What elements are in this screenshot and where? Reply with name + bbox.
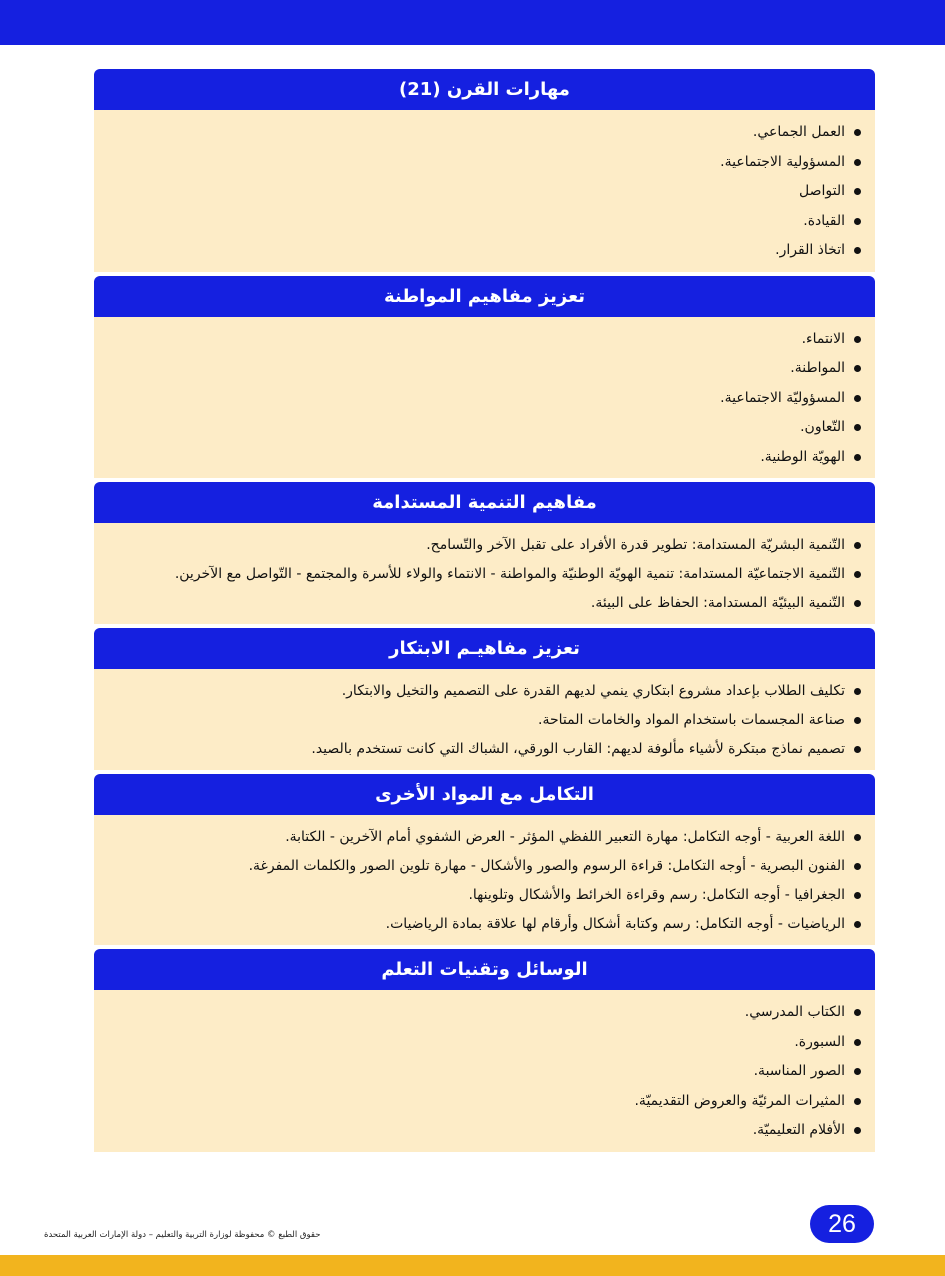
list-item-text: الكتاب المدرسي.	[744, 1004, 845, 1020]
section-body	[94, 523, 875, 624]
list-item-text: تكليف الطلاب بإعداد مشروع ابتكاري ينمي لديهم القدرة على التصميم والتخيل والابتكار.	[341, 683, 845, 699]
list-item-text: التّنمية الاجتماعيّة المستدامة: تنمية الهويّة الوطنيّة والمواطنة - الانتماء والولاء للأسرة والمجتمع - التّواصل مع الآخرين.	[174, 566, 845, 582]
list-item	[106, 354, 861, 384]
list-item	[106, 735, 861, 764]
list-item-text: الصور المناسبة.	[753, 1063, 845, 1079]
section-body	[94, 110, 875, 272]
bullet-icon	[854, 1068, 861, 1075]
list-item	[106, 852, 861, 881]
section-title: التكامل مع المواد الأخرى	[94, 774, 875, 815]
bullet-icon	[854, 921, 861, 928]
list-item	[106, 881, 861, 910]
list-item	[106, 148, 861, 178]
bullet-icon	[854, 746, 861, 753]
bullet-list	[106, 677, 861, 764]
section-21st-century-skills	[94, 69, 875, 272]
bullet-icon	[854, 365, 861, 372]
list-item	[106, 413, 861, 443]
bullet-icon	[854, 600, 861, 607]
section-learning-tools	[94, 949, 875, 1152]
list-item-text: المواطنة.	[790, 360, 845, 376]
sections-container	[94, 69, 875, 1156]
list-item-text: الأفلام التعليميّة.	[752, 1122, 845, 1138]
list-item	[106, 1087, 861, 1117]
list-item	[106, 443, 861, 473]
bullet-icon	[854, 424, 861, 431]
section-sustainable-development	[94, 482, 875, 624]
list-item	[106, 998, 861, 1028]
bottom-banner	[0, 1255, 945, 1276]
list-item-text: الجغرافيا - أوجه التكامل: رسم وقراءة الخرائط والأشكال وتلوينها.	[468, 887, 845, 903]
list-item	[106, 207, 861, 237]
list-item-text: الانتماء.	[801, 330, 845, 347]
page-number: 26	[810, 1205, 874, 1243]
bullet-icon	[854, 542, 861, 549]
bullet-icon	[854, 863, 861, 870]
section-body	[94, 669, 875, 770]
list-item-text: السبورة.	[794, 1033, 845, 1050]
list-item	[106, 706, 861, 735]
list-item	[106, 325, 861, 355]
list-item-text: اللغة العربية - أوجه التكامل: مهارة التعبير اللفظي المؤثر - العرض الشفوي أمام الآخرين - الكتابة.	[285, 829, 845, 845]
bullet-list	[106, 823, 861, 939]
section-body	[94, 990, 875, 1152]
list-item	[106, 823, 861, 852]
bullet-icon	[854, 1098, 861, 1105]
bullet-icon	[854, 159, 861, 166]
bullet-icon	[854, 454, 861, 461]
bullet-icon	[854, 247, 861, 254]
bullet-list	[106, 325, 861, 473]
list-item-text: التواصل	[799, 183, 845, 199]
bullet-list	[106, 998, 861, 1146]
list-item-text: العمل الجماعي.	[752, 124, 845, 140]
bullet-icon	[854, 892, 861, 899]
bullet-icon	[854, 188, 861, 195]
section-title: تعزيز مفاهيـم الابتكار	[94, 628, 875, 669]
list-item-text: المثيرات المرئيّة والعروض التقديميّة.	[634, 1092, 845, 1109]
list-item	[106, 1028, 861, 1058]
bullet-icon	[854, 1009, 861, 1016]
list-item-text: الهويّة الوطنية.	[760, 448, 845, 465]
list-item	[106, 118, 861, 148]
section-cross-subject-integration	[94, 774, 875, 945]
bullet-icon	[854, 571, 861, 578]
bullet-list	[106, 118, 861, 266]
list-item	[106, 236, 861, 266]
list-item-text: صناعة المجسمات باستخدام المواد والخامات المتاحة.	[538, 712, 845, 728]
list-item-text: المسؤوليّة الاجتماعية.	[720, 389, 845, 406]
bullet-icon	[854, 1127, 861, 1134]
section-title: مهارات القرن (21)	[94, 69, 875, 110]
list-item-text: التّنمية البشريّة المستدامة: تطوير قدرة الأفراد على تقبل الآخر والتّسامح.	[426, 537, 845, 553]
bullet-icon	[854, 717, 861, 724]
section-title: مفاهيم التنمية المستدامة	[94, 482, 875, 523]
top-banner	[0, 0, 945, 45]
section-citizenship-concepts	[94, 276, 875, 479]
bullet-list	[106, 531, 861, 618]
section-body	[94, 317, 875, 479]
copyright-notice: حقوق الطبع © محفوظة لوزارة التربية والتعليم – دولة الإمارات العربية المتحدة	[44, 1230, 321, 1240]
list-item	[106, 1116, 861, 1146]
list-item-text: المسؤولية الاجتماعية.	[720, 153, 845, 170]
section-title: تعزيز مفاهيم المواطنة	[94, 276, 875, 317]
section-innovation-concepts	[94, 628, 875, 770]
bullet-icon	[854, 395, 861, 402]
list-item-text: القيادة.	[803, 212, 845, 229]
list-item	[106, 1057, 861, 1087]
list-item-text: الفنون البصرية - أوجه التكامل: قراءة الرسوم والصور والأشكال - مهارة تلوين الصور والكلمات المفرغة.	[248, 858, 845, 874]
bullet-icon	[854, 218, 861, 225]
bullet-icon	[854, 336, 861, 343]
section-body	[94, 815, 875, 945]
bullet-icon	[854, 834, 861, 841]
list-item	[106, 910, 861, 939]
list-item	[106, 177, 861, 207]
list-item	[106, 531, 861, 560]
list-item-text: الرياضيات - أوجه التكامل: رسم وكتابة أشكال وأرقام لها علاقة بمادة الرياضيات.	[385, 916, 845, 932]
list-item-text: تصميم نماذج مبتكرة لأشياء مألوفة لديهم: القارب الورقي، الشباك التي كانت تستخدم بالصيد.	[311, 741, 845, 757]
section-title: الوسائل وتقنيات التعلم	[94, 949, 875, 990]
bullet-icon	[854, 688, 861, 695]
list-item	[106, 677, 861, 706]
bullet-icon	[854, 129, 861, 136]
list-item	[106, 589, 861, 618]
list-item-text: التّعاون.	[800, 419, 845, 435]
list-item	[106, 560, 861, 589]
list-item-text: التّنمية البيئيّة المستدامة: الحفاظ على البيئة.	[590, 595, 845, 611]
list-item	[106, 384, 861, 414]
list-item-text: اتخاذ القرار.	[775, 242, 845, 258]
bullet-icon	[854, 1039, 861, 1046]
